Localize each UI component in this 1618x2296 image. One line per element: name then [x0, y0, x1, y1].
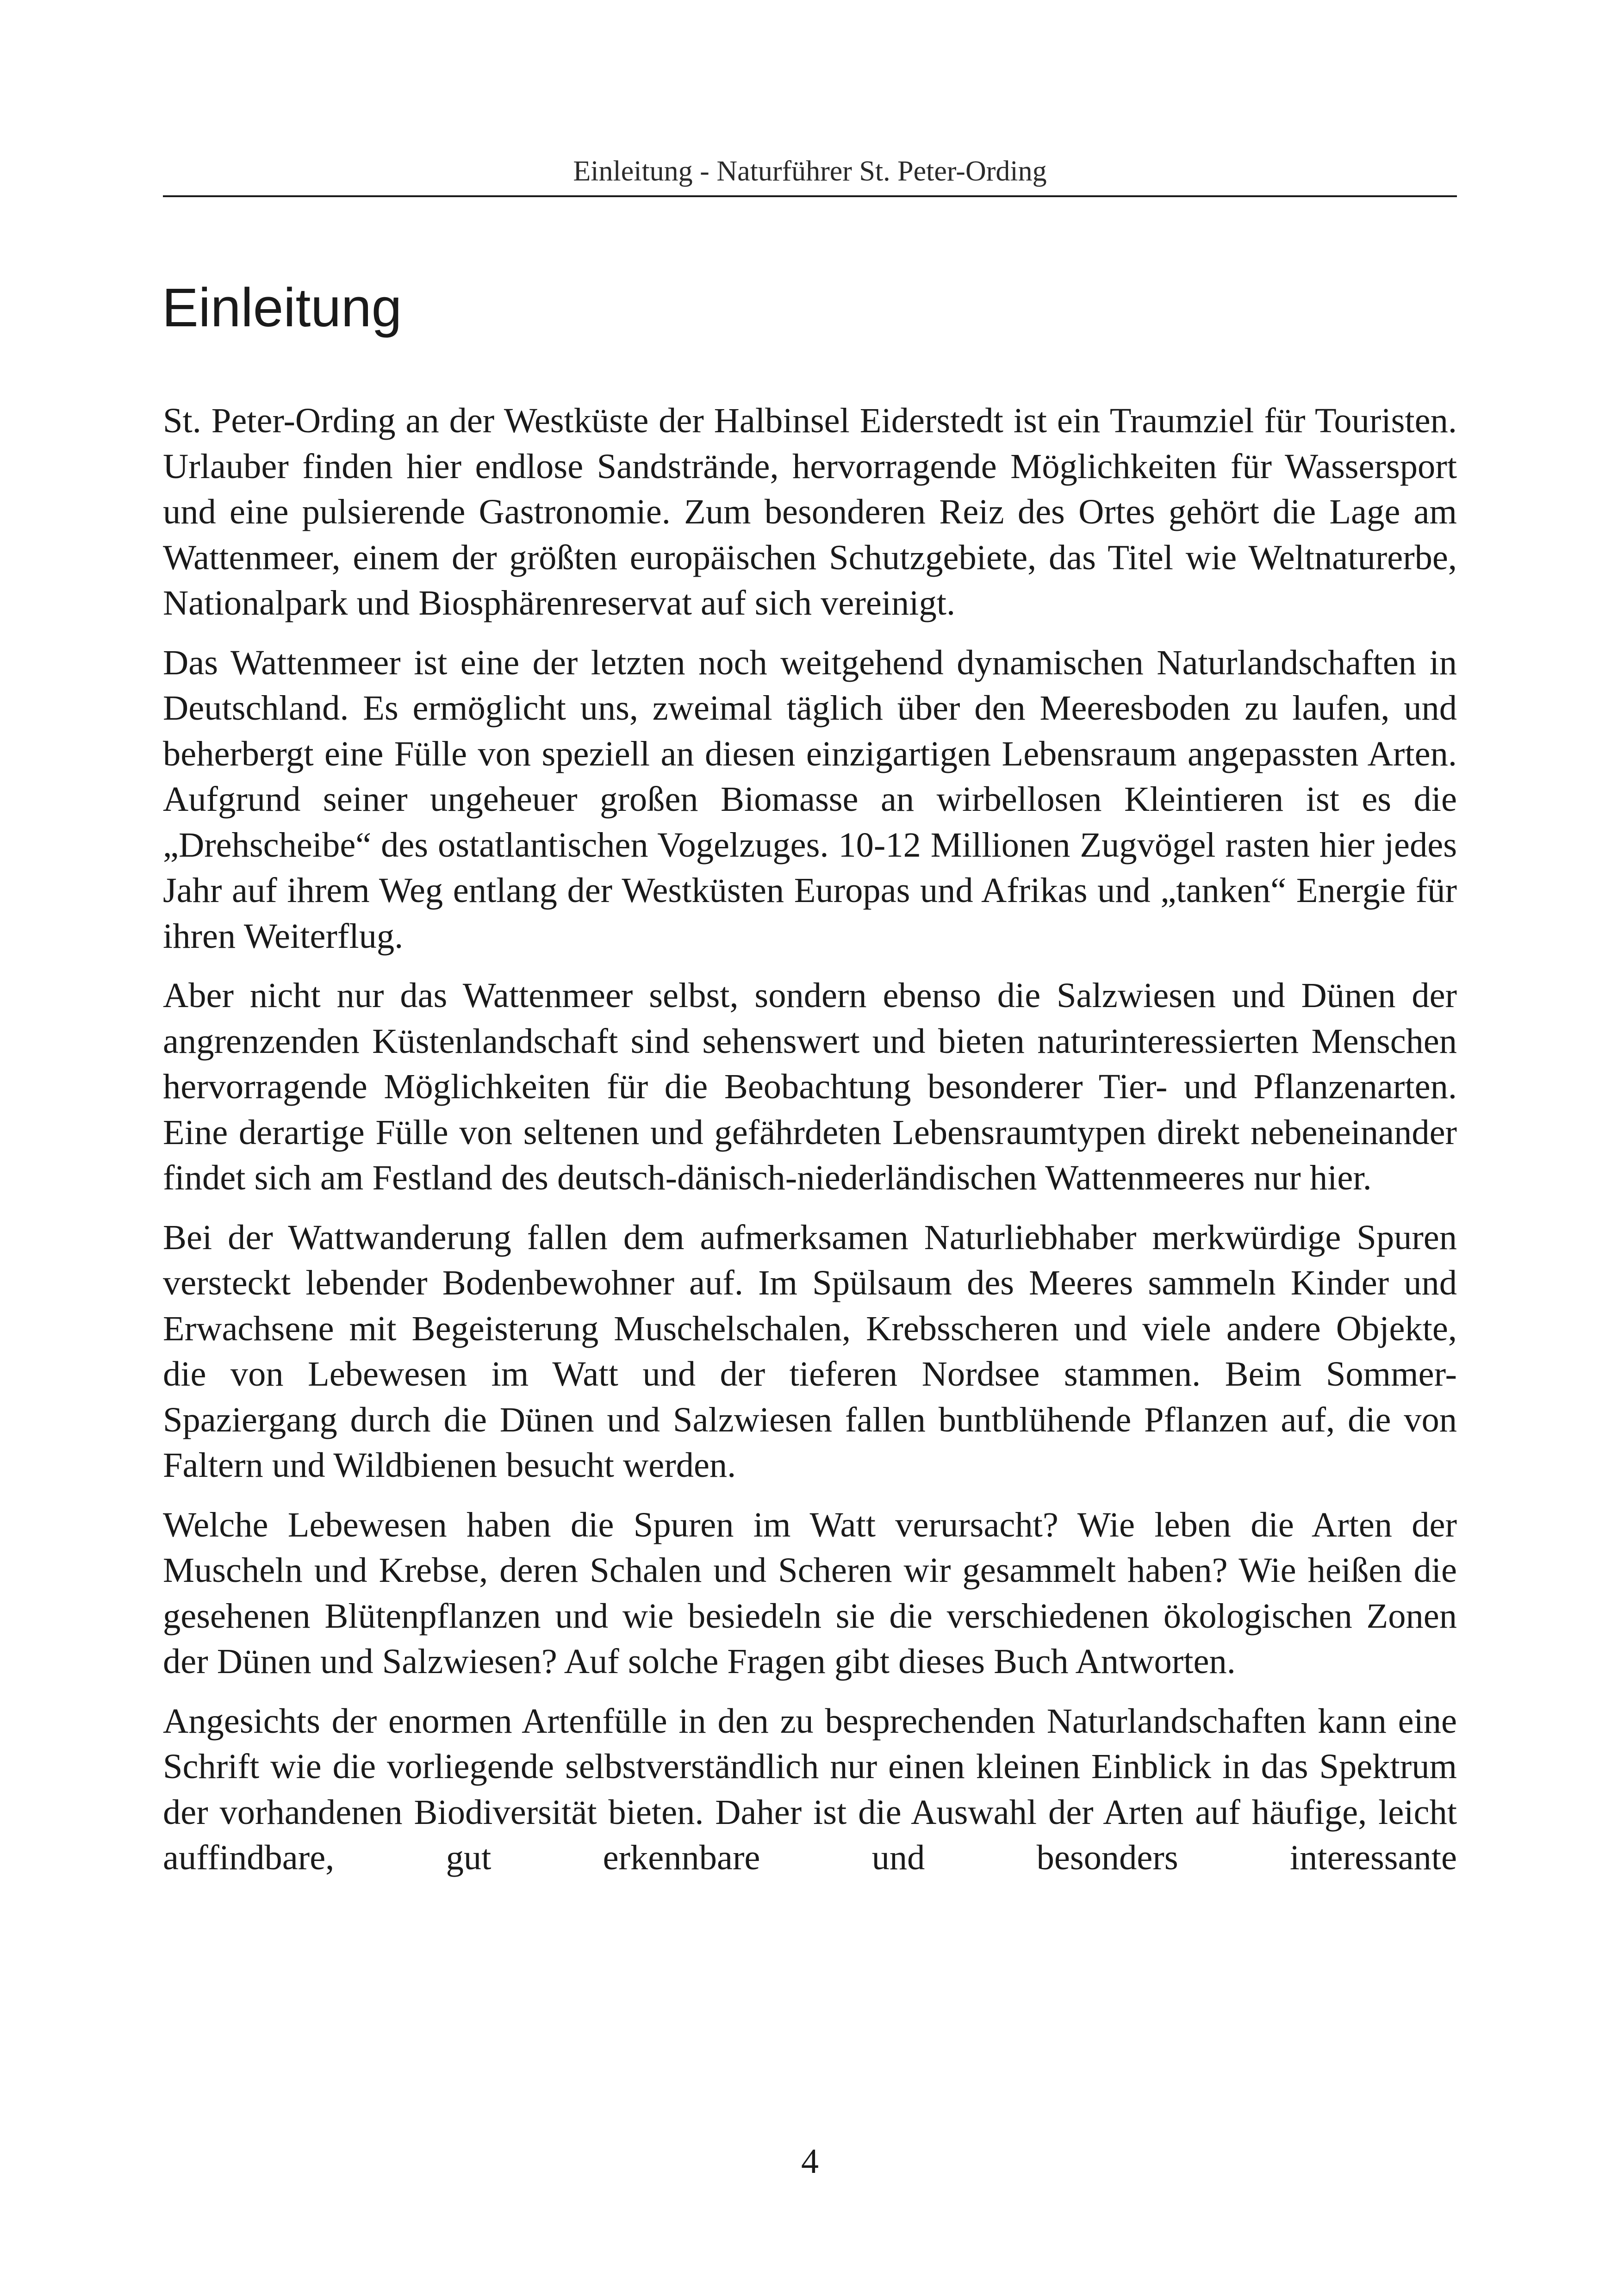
chapter-title: Einleitung: [162, 277, 402, 338]
header-rule: [163, 195, 1457, 197]
paragraph-3: Aber nicht nur das Wattenmeer selbst, sondern ebenso die Salzwiesen und Dünen der angrenzenden Küstenlandschaft sind sehenswert und bieten naturinteressierten Menschen hervorragende Möglichkeiten für die Beobachtung besonderer Tier- und Pflanzenarten. Eine derartige Fülle von seltenen und gefährdeten Lebensraumtypen direkt nebeneinander findet sich am Festland des deutsch-dänisch-niederländischen Wattenmeeres nur hier.: [163, 976, 1457, 1197]
body-text: [163, 398, 1457, 1895]
paragraph-5: Welche Lebewesen haben die Spuren im Watt verursacht? Wie leben die Arten der Muscheln und Krebse, deren Schalen und Scheren wir gesammelt haben? Wie heißen die gesehenen Blütenpflanzen und wie besiedeln sie die verschiedenen ökologischen Zonen der Dünen und Salzwiesen? Auf solche Fragen gibt dieses Buch Antworten.: [163, 1505, 1457, 1681]
paragraph-1: St. Peter-Ording an der Westküste der Halbinsel Eiderstedt ist ein Traumziel für Touristen. Urlauber finden hier endlose Sandstrände, hervorragende Möglichkeiten für Wassersport und eine pulsierende Gastronomie. Zum besonderen Reiz des Ortes gehört die Lage am Wattenmeer, einem der größten europäischen Schutzgebiete, das Titel wie Weltnaturerbe, Nationalpark und Biosphärenreservat auf sich vereinigt.: [163, 401, 1457, 622]
running-header: Einleitung - Naturführer St. Peter-Ording: [573, 156, 1047, 187]
page-number: 4: [801, 2142, 819, 2181]
paragraph-6: Angesichts der enormen Artenfülle in den zu besprechenden Naturlandschaften kann eine Schrift wie die vorliegende selbstverständlich nur einen kleinen Einblick in das Spektrum der vorhandenen Biodiversität bieten. Daher ist die Auswahl der Arten auf häufige, leicht auffindbare, gut erkennbare und besonders interessante: [163, 1701, 1457, 1877]
paragraph-2: Das Wattenmeer ist eine der letzten noch weitgehend dynamischen Naturlandschaften in Deutschland. Es ermöglicht uns, zweimal täglich über den Meeresboden zu laufen, und beherbergt eine Fülle von speziell an diesen einzigartigen Lebensraum angepassten Arten. Aufgrund seiner ungeheuer großen Biomasse an wirbellosen Kleintieren ist es die „Drehscheibe“ des ostatlantischen Vogelzuges. 10-12 Millionen Zugvögel rasten hier jedes Jahr auf ihrem Weg entlang der Westküsten Europas und Afrikas und „tanken“ Energie für ihren Weiterflug.: [163, 642, 1457, 956]
paragraph-4: Bei der Wattwanderung fallen dem aufmerksamen Naturliebhaber merkwürdige Spuren versteckt lebender Bodenbewohner auf. Im Spülsaum des Meeres sammeln Kinder und Erwachsene mit Begeisterung Muschelschalen, Krebsscheren und viele andere Objekte, die von Lebewesen im Watt und der tieferen Nordsee stammen. Beim Sommer-Spaziergang durch die Dünen und Salzwiesen fallen buntblühende Pflanzen auf, die von Faltern und Wildbienen besucht werden.: [163, 1217, 1457, 1485]
